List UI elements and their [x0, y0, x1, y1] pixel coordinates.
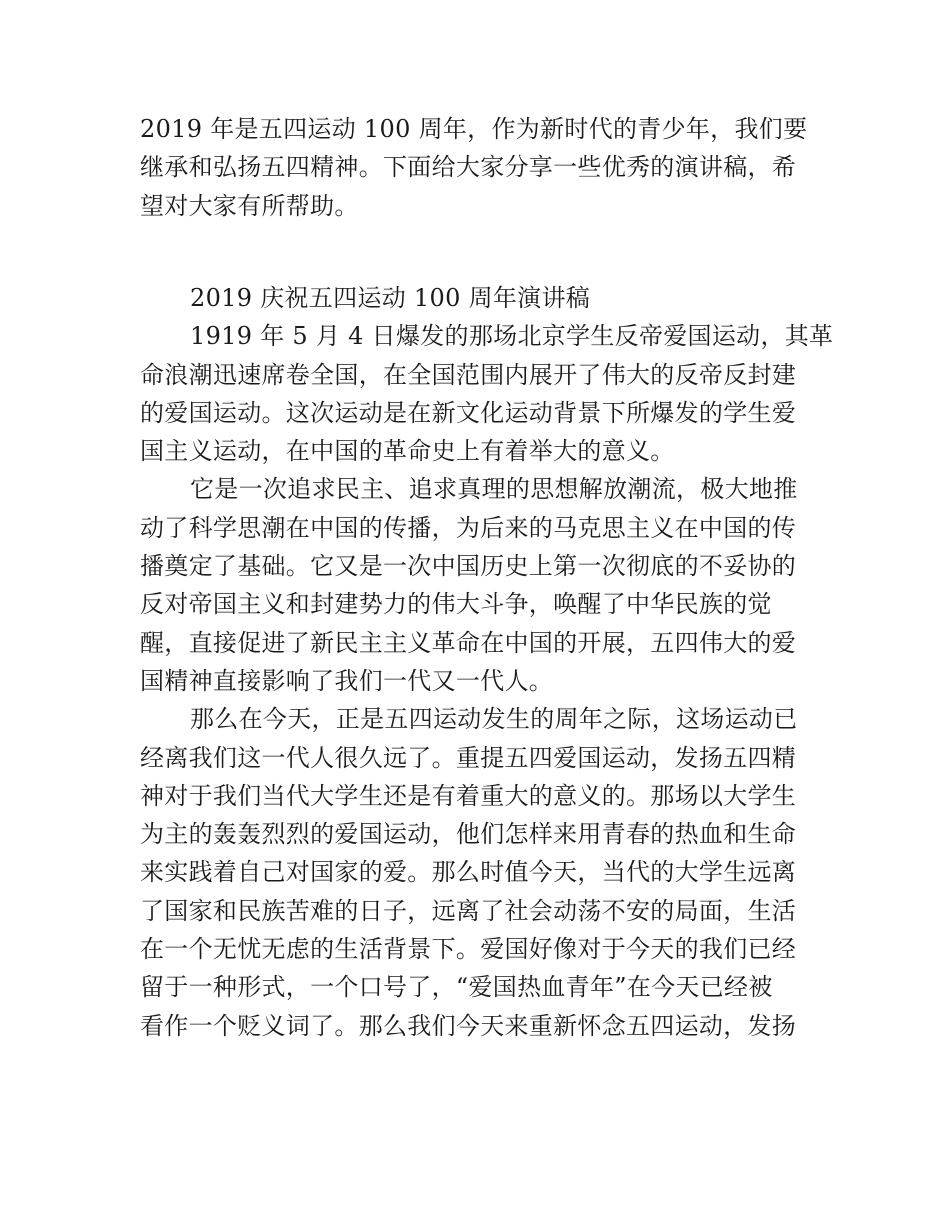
paragraph-line: 命浪潮迅速席卷全国，在全国范围内展开了伟大的反帝反封建 [140, 360, 797, 389]
paragraph-line: 留于一种形式，一个口号了，“爱国热血青年”在今天已经被 [140, 973, 773, 1002]
paragraph-line: 来实践着自己对国家的爱。那么时值今天，当代的大学生远离 [140, 858, 797, 887]
paragraph-line: 1919 年 5 月 4 日爆发的那场北京学生反帝爱国运动，其革 [190, 322, 834, 351]
paragraph-line: 动了科学思潮在中国的传播，为后来的马克思主义在中国的传 [140, 513, 797, 542]
paragraph-line: 国精神直接影响了我们一代又一代人。 [140, 666, 554, 695]
paragraph-line: 看作一个贬义词了。那么我们今天来重新怀念五四运动，发扬 [140, 1011, 797, 1040]
intro-line: 继承和弘扬五四精神。下面给大家分享一些优秀的演讲稿，希 [140, 153, 797, 182]
speech-title: 2019 庆祝五四运动 100 周年演讲稿 [190, 284, 591, 312]
paragraph-line: 神对于我们当代大学生还是有着重大的意义的。那场以大学生 [140, 781, 797, 810]
paragraph-line: 的爱国运动。这次运动是在新文化运动背景下所爆发的学生爱 [140, 398, 797, 427]
paragraph-line: 反对帝国主义和封建势力的伟大斗争，唤醒了中华民族的觉 [140, 590, 772, 619]
paragraph-line: 经离我们这一代人很久远了。重提五四爱国运动，发扬五四精 [140, 743, 797, 772]
paragraph-line: 它是一次追求民主、追求真理的思想解放潮流，极大地推 [190, 475, 798, 504]
paragraph-line: 在一个无忧无虑的生活背景下。爱国好像对于今天的我们已经 [140, 935, 797, 964]
intro-line: 2019 年是五四运动 100 周年，作为新时代的青少年，我们要 [140, 115, 808, 143]
intro-paragraph [140, 110, 812, 225]
paragraph-line: 播奠定了基础。它又是一次中国历史上第一次彻底的不妥协的 [140, 552, 797, 581]
paragraph-line: 为主的轰轰烈烈的爱国运动，他们怎样来用青春的热血和生命 [140, 820, 797, 849]
speech-body [140, 279, 834, 1045]
paragraph-line: 那么在今天，正是五四运动发生的周年之际，这场运动已 [190, 705, 798, 734]
paragraph-line: 了国家和民族苦难的日子，远离了社会动荡不安的局面，生活 [140, 896, 797, 925]
paragraph-line: 国主义运动，在中国的革命史上有着举大的意义。 [140, 437, 675, 466]
paragraph-line: 醒，直接促进了新民主主义革命在中国的开展，五四伟大的爱 [140, 628, 797, 657]
intro-line: 望对大家有所帮助。 [140, 191, 359, 220]
